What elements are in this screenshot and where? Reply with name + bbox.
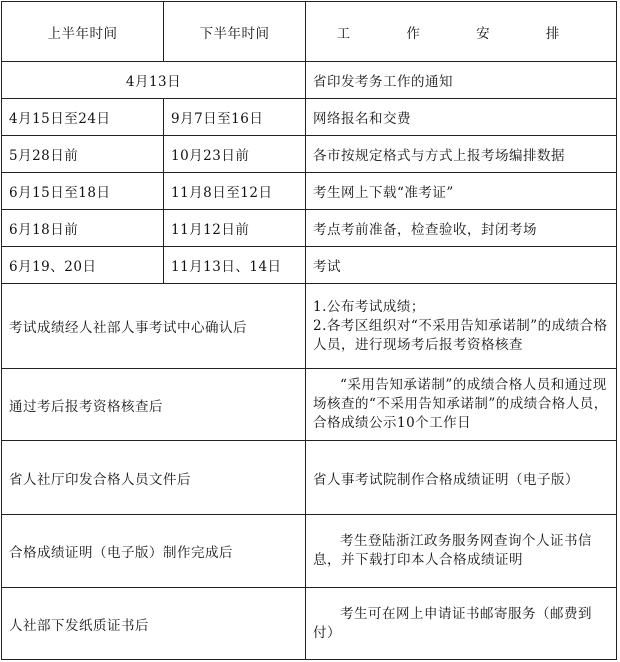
first-half-cell: 6月19、20日: [2, 247, 164, 284]
task-cell: 考点考前准备，检查验收，封闭考场: [306, 210, 617, 247]
header-arrangement: 工 作 安 排: [306, 2, 617, 62]
second-half-cell: 11月13日、14日: [164, 247, 306, 284]
second-half-cell: 9月7日至16日: [164, 99, 306, 136]
table-row: [2, 588, 617, 660]
table-row: [2, 210, 617, 247]
first-half-cell: 5月28日前: [2, 136, 164, 173]
date-cell: 4月13日: [2, 62, 306, 99]
first-half-cell: 4月15日至24日: [2, 99, 164, 136]
first-half-cell: 6月15日至18日: [2, 173, 164, 210]
second-half-cell: 11月12日前: [164, 210, 306, 247]
task-cell: “采用告知承诺制”的成绩合格人员和通过现场核查的“不采用告知承诺制”的成绩合格人员，合格成绩公示10个工作日: [306, 369, 617, 441]
table-row: [2, 515, 617, 588]
task-cell: 网络报名和交费: [306, 99, 617, 136]
time-condition-cell: 通过考后报考资格核查后: [2, 369, 306, 441]
task-cell: 省印发考务工作的通知: [306, 62, 617, 99]
table-row: [2, 173, 617, 210]
exam-schedule-table: [1, 1, 617, 660]
table-row: [2, 369, 617, 441]
table-row: [2, 247, 617, 284]
table-row: [2, 441, 617, 515]
table-row: [2, 284, 617, 369]
table-row: [2, 136, 617, 173]
table-row: [2, 62, 617, 99]
table-row: [2, 99, 617, 136]
task-cell: 考试: [306, 247, 617, 284]
second-half-cell: 11月8日至12日: [164, 173, 306, 210]
task-line: 2.各考区组织对“不采用告知承诺制”的成绩合格人员，进行现场考后报考资格核查: [313, 317, 608, 353]
first-half-cell: 6月18日前: [2, 210, 164, 247]
table-header-row: [2, 2, 617, 62]
task-cell: 考生可在网上申请证书邮寄服务（邮费到付）: [306, 588, 617, 660]
time-condition-cell: 合格成绩证明（电子版）制作完成后: [2, 515, 306, 588]
time-condition-cell: 人社部下发纸质证书后: [2, 588, 306, 660]
time-condition-cell: 考试成绩经人社部人事考试中心确认后: [2, 284, 306, 369]
task-cell: 考生登陆浙江政务服务网查询个人证书信息，并下载打印本人合格成绩证明: [306, 515, 617, 588]
time-condition-cell: 省人社厅印发合格人员文件后: [2, 441, 306, 515]
task-cell: [306, 284, 617, 369]
header-first-half: 上半年时间: [2, 2, 164, 62]
task-cell: 考生网上下载“准考证”: [306, 173, 617, 210]
task-cell: 各市按规定格式与方式上报考场编排数据: [306, 136, 617, 173]
task-cell: 省人事考试院制作合格成绩证明（电子版）: [306, 441, 617, 515]
header-second-half: 下半年时间: [164, 2, 306, 62]
second-half-cell: 10月23日前: [164, 136, 306, 173]
task-line: 1.公布考试成绩；: [313, 298, 425, 315]
